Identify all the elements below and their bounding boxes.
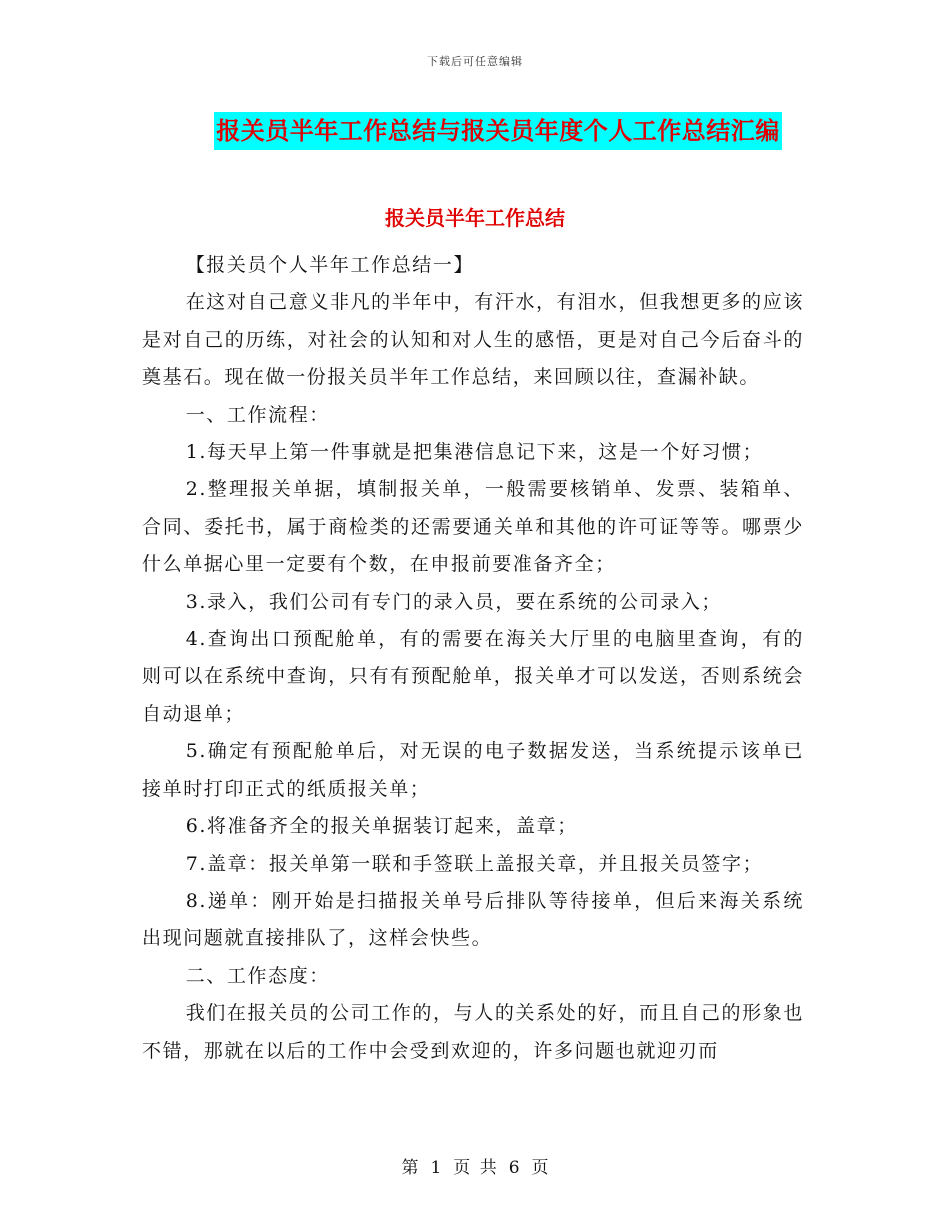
paragraph-5: 2.整理报关单据，填制报关单，一般需要核销单、发票、装箱单、合同、委托书，属于商检类的还需要通关单和其他的许可证等等。哪票少什么单据心里一定要有个数，在申报前要准备齐全； xyxy=(142,478,804,576)
paragraph-9: 6.将准备齐全的报关单据装订起来，盖章； xyxy=(185,815,578,838)
paragraph-10: 7.盖章：报关单第一联和手签联上盖报关章，并且报关员签字； xyxy=(185,852,764,875)
paragraph-13: 我们在报关员的公司工作的，与人的关系处的好，而且自己的形象也不错，那就在以后的工作中会受到欢迎的，许多问题也就迎刃而 xyxy=(142,1002,804,1062)
footer-page-prefix: 第 xyxy=(401,1158,419,1178)
document-body xyxy=(142,247,804,1070)
paragraph-12: 二、工作态度： xyxy=(185,964,330,987)
paragraph-11: 8.递单：刚开始是扫描报关单号后排队等待接单，但后来海关系统出现问题就直接排队了，这样会快些。 xyxy=(142,889,804,950)
footer-page-total: 6 xyxy=(508,1158,520,1178)
main-title: 报关员半年工作总结与报关员年度个人工作总结汇编 xyxy=(214,112,782,150)
main-title-wrap xyxy=(0,112,950,150)
paragraph-8: 5.确定有预配舱单后，对无误的电子数据发送，当系统提示该单已接单时打印正式的纸质报关单； xyxy=(142,740,804,800)
paragraph-3: 一、工作流程： xyxy=(185,403,330,426)
header-note: 下载后可任意编辑 xyxy=(427,55,523,68)
footer-page-number: 1 xyxy=(430,1158,442,1178)
paragraph-6: 3.录入，我们公司有专门的录入员，要在系统的公司录入； xyxy=(185,590,723,613)
footer-page-suffix: 页 xyxy=(531,1158,549,1178)
section-title: 报关员半年工作总结 xyxy=(385,206,565,230)
footer-page-mid: 页 共 xyxy=(453,1158,497,1178)
page-footer xyxy=(0,1153,950,1178)
paragraph-2: 在这对自己意义非凡的半年中，有汗水，有泪水，但我想更多的应该是对自己的历练，对社会的认知和对人生的感悟，更是对自己今后奋斗的奠基石。现在做一份报关员半年工作总结，来回顾以往，查漏补缺。 xyxy=(142,291,804,389)
paragraph-1: 【报关员个人半年工作总结一】 xyxy=(185,254,475,276)
paragraph-4: 1.每天早上第一件事就是把集港信息记下来，这是一个好习惯； xyxy=(185,441,764,464)
paragraph-7: 4.查询出口预配舱单，有的需要在海关大厅里的电脑里查询，有的则可以在系统中查询，只有有预配舱单，报关单才可以发送，否则系统会自动退单； xyxy=(142,628,804,725)
